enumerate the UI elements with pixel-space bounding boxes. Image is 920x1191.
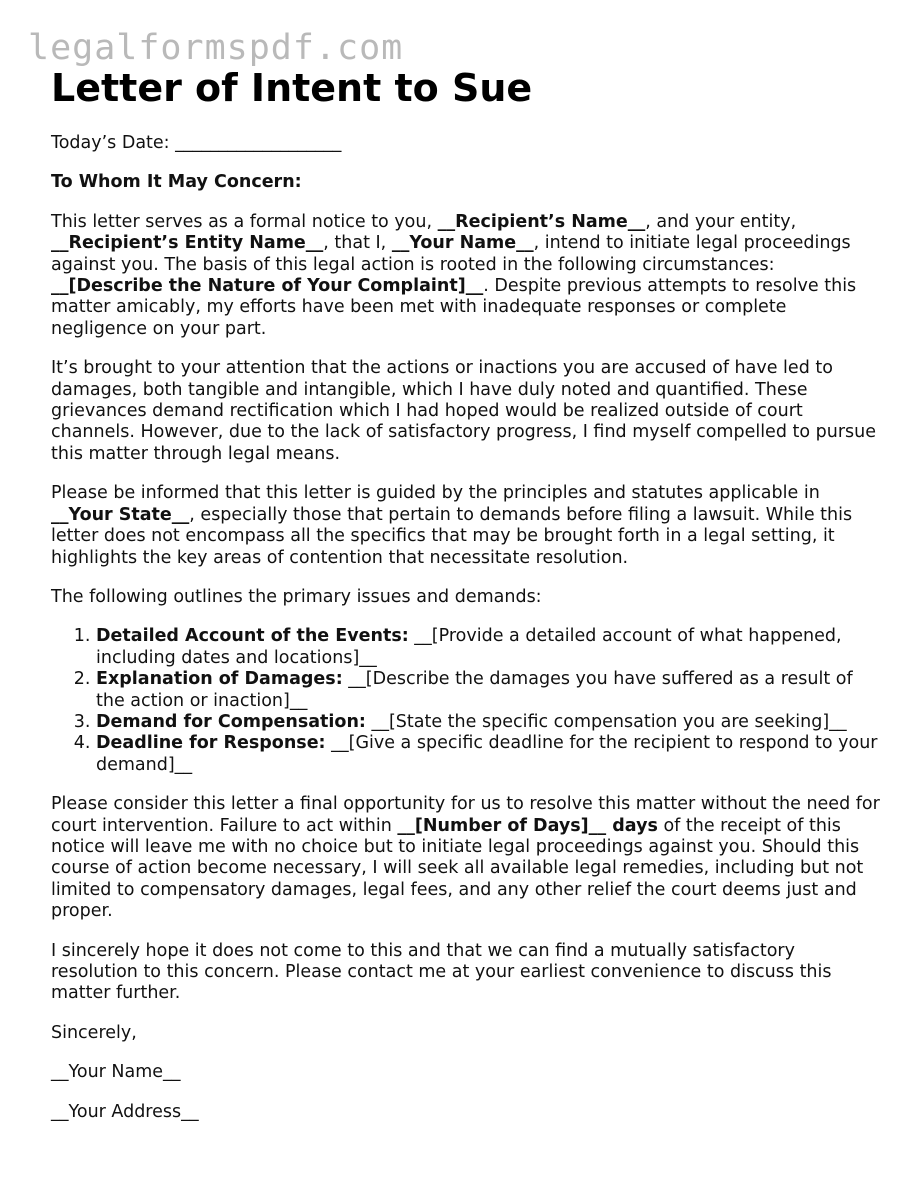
list-item	[96, 626, 881, 669]
days-placeholder: __[Number of Days]__ days	[397, 815, 658, 836]
issue-text: __[Give a specific deadline for the recipient to respond to your demand]__	[96, 733, 878, 775]
list-item	[96, 733, 881, 776]
text-segment: This letter serves as a formal notice to you,	[51, 211, 438, 232]
issue-label: Demand for Compensation:	[96, 711, 366, 732]
paragraph-final-opportunity	[51, 794, 881, 922]
list-item	[96, 669, 881, 712]
text-segment: , especially those that pertain to demands before filing a lawsuit. While this letter does not encompass all the specifics that may be brought forth in a legal setting, it highlights the key areas of contention that necessitate resolution.	[51, 504, 853, 568]
text-segment: . Despite previous attempts to resolve this matter amicably, my efforts have been met with inadequate responses or complete negligence on your part.	[51, 276, 857, 339]
paragraph-notice	[51, 212, 881, 340]
recipient-name-placeholder: __Recipient’s Name__	[437, 211, 646, 232]
complaint-placeholder: __[Describe the Nature of Your Complaint]__	[51, 276, 484, 297]
text-segment: Please be informed that this letter is guided by the principles and statutes applicable in	[51, 483, 820, 504]
date-line: Today’s Date: ___________________	[51, 133, 342, 153]
watermark: legalformspdf.com	[28, 28, 404, 68]
issues-list	[51, 626, 881, 776]
text-segment: Please consider this letter a final opportunity for us to resolve this matter without the need for court intervention. Failure to act within	[51, 794, 880, 836]
salutation: To Whom It May Concern:	[51, 172, 302, 193]
document-title: Letter of Intent to Sue	[51, 66, 533, 110]
list-item	[96, 712, 881, 733]
text-segment: , and your entity,	[645, 211, 797, 232]
state-placeholder: __Your State__	[51, 504, 190, 525]
issue-text: __[Describe the damages you have suffered as a result of the action or inaction]__	[96, 669, 853, 711]
signature-address: __Your Address__	[51, 1101, 199, 1122]
paragraph-outline-intro: The following outlines the primary issues and demands:	[51, 586, 542, 607]
recipient-entity-placeholder: __Recipient’s Entity Name__	[51, 233, 324, 254]
paragraph-hope: I sincerely hope it does not come to this and that we can find a mutually satisfactory resolution to this concern. Please contact me at your earliest convenience to discuss this matter further.	[51, 940, 832, 1004]
issue-label: Explanation of Damages:	[96, 669, 343, 690]
issue-text: __[State the specific compensation you are seeking]__	[365, 711, 847, 732]
signature-name: __Your Name__	[51, 1062, 181, 1083]
text-segment: of the receipt of this notice will leave me with no choice but to initiate legal proceedings against you. Should this course of action become necessary, I will seek all available legal remedies, including but not limited to compensatory damages, legal fees, and any other relief the court deems just and proper.	[51, 815, 864, 922]
issue-text: __[Provide a detailed account of what happened, including dates and locations]__	[96, 626, 842, 668]
paragraph-statutes	[51, 483, 881, 569]
issue-label: Deadline for Response:	[96, 733, 326, 754]
text-segment: , that I,	[323, 233, 392, 254]
closing: Sincerely,	[51, 1022, 137, 1043]
your-name-placeholder: __Your Name__	[391, 233, 534, 254]
issue-label: Detailed Account of the Events:	[96, 626, 409, 647]
text-segment: , intend to initiate legal proceedings against you. The basis of this legal action is rooted in the following circumstances:	[51, 233, 851, 275]
document-body	[51, 64, 881, 1123]
paragraph-damages: It’s brought to your attention that the actions or inactions you are accused of have led to damages, both tangible and intangible, which I have duly noted and quantified. These grievances demand rectification which I had hoped would be realized outside of court channels. However, due to the lack of satisfactory progress, I find myself compelled to pursue this matter through legal means.	[51, 358, 876, 464]
